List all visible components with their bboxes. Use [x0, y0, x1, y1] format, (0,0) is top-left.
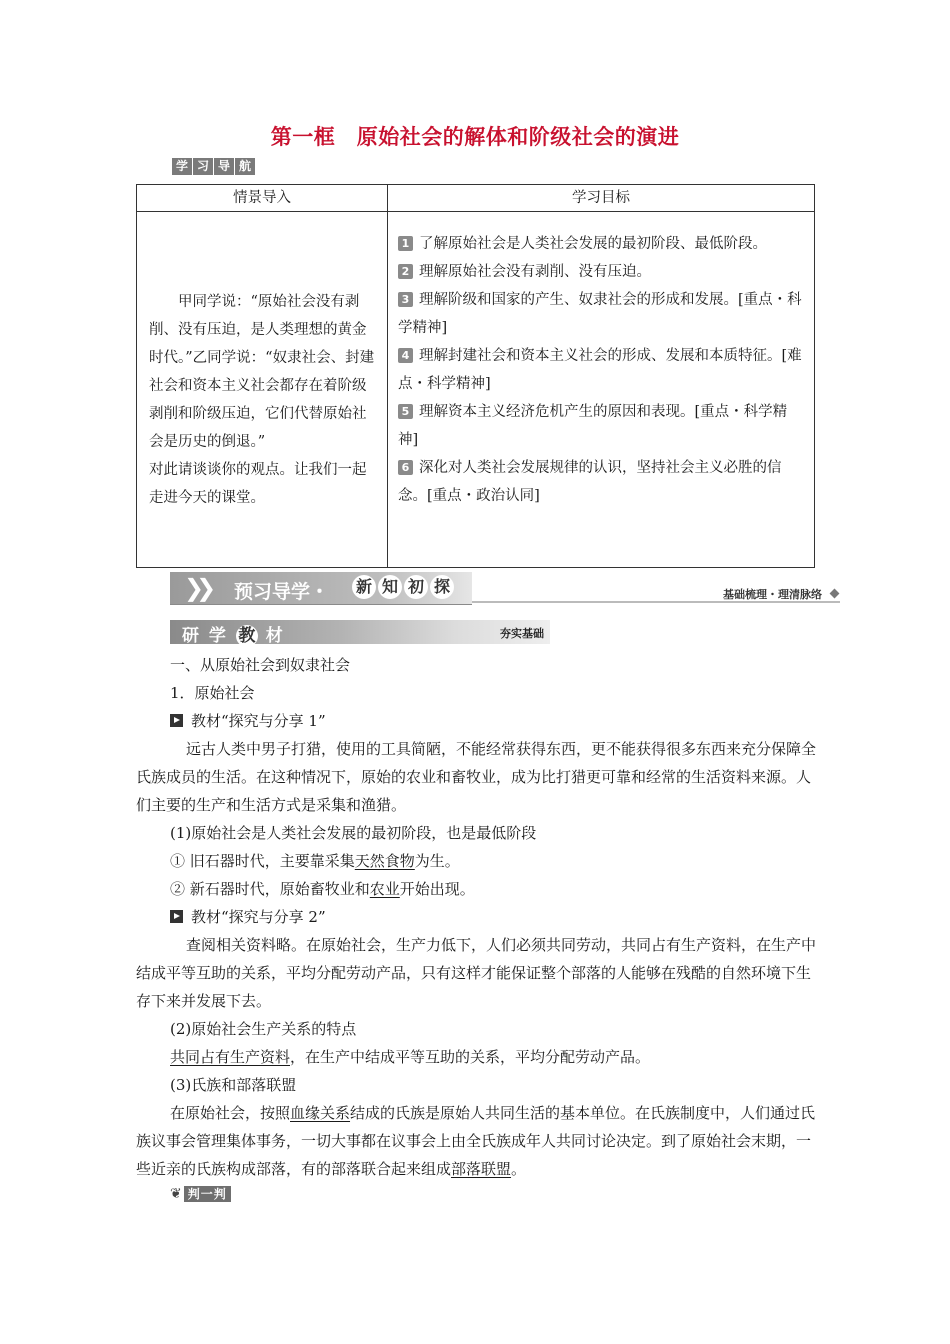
double-chevron-icon: ❯❯ [184, 574, 209, 602]
number-box-icon: 6 [398, 460, 413, 475]
banner-text: 材 [257, 626, 285, 646]
paragraph-text: 远古人类中男子打猎，使用的工具简陋，不能经常获得东西，更不能获得很多东西来充分保障全氏族成员的生活。在这种情况下，原始的农业和畜牧业，成为比打猎更可靠和经常的生活资料来源。人们主要的生产和生活方式是采集和渔猎。 [136, 740, 817, 814]
goal-item [398, 258, 804, 286]
goal-text: 理解封建社会和资本主义社会的形成、发展和本质特征。[难点・科学精神] [398, 348, 802, 392]
paragraph-text: 。 [511, 1160, 527, 1178]
point [136, 875, 816, 903]
number-box-icon: 5 [398, 404, 413, 419]
scenario-cell [137, 212, 388, 568]
point-text: ，在生产中结成平等互助的关系，平均分配劳动产品。 [290, 1048, 651, 1066]
point: (3)氏族和部落联盟 [170, 1076, 297, 1094]
scenario-text: 甲同学说：“原始社会没有剥削、没有压迫，是人类理想的黄金时代。”乙同学说：“奴隶社会、封建社会和资本主义社会都存在着阶级剥削和阶级压迫，它们代替原始社会是历史的倒退。” [149, 294, 375, 450]
paragraph [136, 735, 816, 819]
banner-right-text: 基础梳理・理清脉络 [723, 588, 822, 601]
goal-item [398, 342, 804, 398]
number-box-icon: 3 [398, 292, 413, 307]
badge-char: 学 [172, 158, 192, 175]
ref-text: 教材“探究与分享 1” [191, 712, 326, 730]
banner-sub-char: 知 [378, 575, 402, 599]
judge-label [170, 1186, 231, 1202]
paragraph [136, 1099, 816, 1183]
main-content [136, 651, 816, 1183]
paragraph-text: 结成的氏族是原始人共同生活的基本单位。在氏族制度中，人们通过氏族议事会管理集体事务，一切大事都在议事会上由全氏族成年人共同讨论决定。到了原始社会末期，一些近亲的氏族构成部落，有的部落联合起来组成 [136, 1104, 816, 1178]
goal-item [398, 286, 804, 342]
textbook-ref [136, 903, 816, 931]
banner-sub-char: 新 [352, 575, 376, 599]
point [136, 847, 816, 875]
point: (1)原始社会是人类社会发展的最初阶段，也是最低阶段 [170, 824, 537, 842]
goals-cell [388, 212, 815, 568]
textbook-ref [136, 707, 816, 735]
answer-underlined: 农业 [369, 880, 400, 898]
banner-title: 预习导学・ [234, 581, 330, 603]
point-text: ① 旧石器时代，主要靠采集 [170, 852, 355, 870]
study-guide-badge [172, 158, 255, 175]
study-guide-table [136, 184, 815, 568]
paragraph: 查阅相关资料略。在原始社会，生产力低下，人们必须共同劳动，共同占有生产资料，在生产中结成平等互助的关系，平均分配劳动产品，只有这样才能保证整个部落的人能够在残酷的自然环境下生存下来并发展下去。 [136, 936, 817, 1010]
point-text: 为生。 [414, 852, 460, 870]
goal-item [398, 398, 804, 454]
goal-item [398, 454, 804, 510]
goal-text: 理解原始社会没有剥削、没有压迫。 [419, 264, 651, 280]
banner-circle-char: 教 [236, 625, 258, 647]
number-box-icon: 4 [398, 348, 413, 363]
point-text: 开始出现。 [399, 880, 475, 898]
answer-underlined: 共同占有生产资料 [170, 1048, 291, 1066]
page-title: 第一框 原始社会的解体和阶级社会的演进 [270, 125, 680, 149]
goal-text: 理解资本主义经济危机产生的原因和表现。[重点・科学精神] [398, 404, 788, 448]
goal-text: 理解阶级和国家的产生、奴隶社会的形成和发展。[重点・科学精神] [398, 292, 802, 336]
goal-text: 深化对人类社会发展规律的认识，坚持社会主义必胜的信念。[重点・政治认同] [398, 460, 782, 504]
ref-text: 教材“探究与分享 2” [191, 908, 326, 926]
badge-char: 习 [193, 158, 213, 175]
goal-item [398, 230, 804, 258]
header-scenario: 情景导入 [137, 185, 388, 212]
banner-sub-char: 探 [430, 575, 454, 599]
banner-text: 研 学 [182, 626, 236, 646]
subsection-heading: 1．原始社会 [170, 684, 255, 702]
textbook-banner [170, 620, 550, 644]
textbook-banner-title [182, 621, 285, 647]
header-goals: 学习目标 [388, 185, 815, 212]
diamond-icon [830, 589, 840, 599]
answer-underlined: 血缘关系 [290, 1104, 351, 1122]
banner-sub-char: 初 [404, 575, 428, 599]
badge-char: 导 [214, 158, 234, 175]
point: (2)原始社会生产关系的特点 [170, 1020, 357, 1038]
number-box-icon: 1 [398, 236, 413, 251]
answer-underlined: 天然食物 [354, 852, 415, 870]
textbook-banner-right: 夯实基础 [500, 627, 544, 640]
paragraph-text: 在原始社会，按照 [170, 1104, 291, 1122]
badge-char: 航 [235, 158, 255, 175]
number-box-icon: 2 [398, 264, 413, 279]
judge-text: 判一判 [184, 1186, 231, 1202]
play-triangle-icon [170, 910, 183, 923]
banner-subtitle [352, 575, 454, 599]
answer-underlined: 部落联盟 [451, 1160, 512, 1178]
section-heading: 一、从原始社会到奴隶社会 [170, 656, 351, 674]
point [136, 1043, 816, 1071]
play-triangle-icon [170, 714, 183, 727]
preview-banner [170, 572, 840, 606]
scenario-text: 对此请谈谈你的观点。让我们一起走进今天的课堂。 [149, 462, 367, 506]
goal-text: 了解原始社会是人类社会发展的最初阶段、最低阶段。 [419, 236, 767, 252]
point-text: ② 新石器时代，原始畜牧业和 [170, 880, 370, 898]
leaf-icon: ❦ [170, 1186, 182, 1202]
